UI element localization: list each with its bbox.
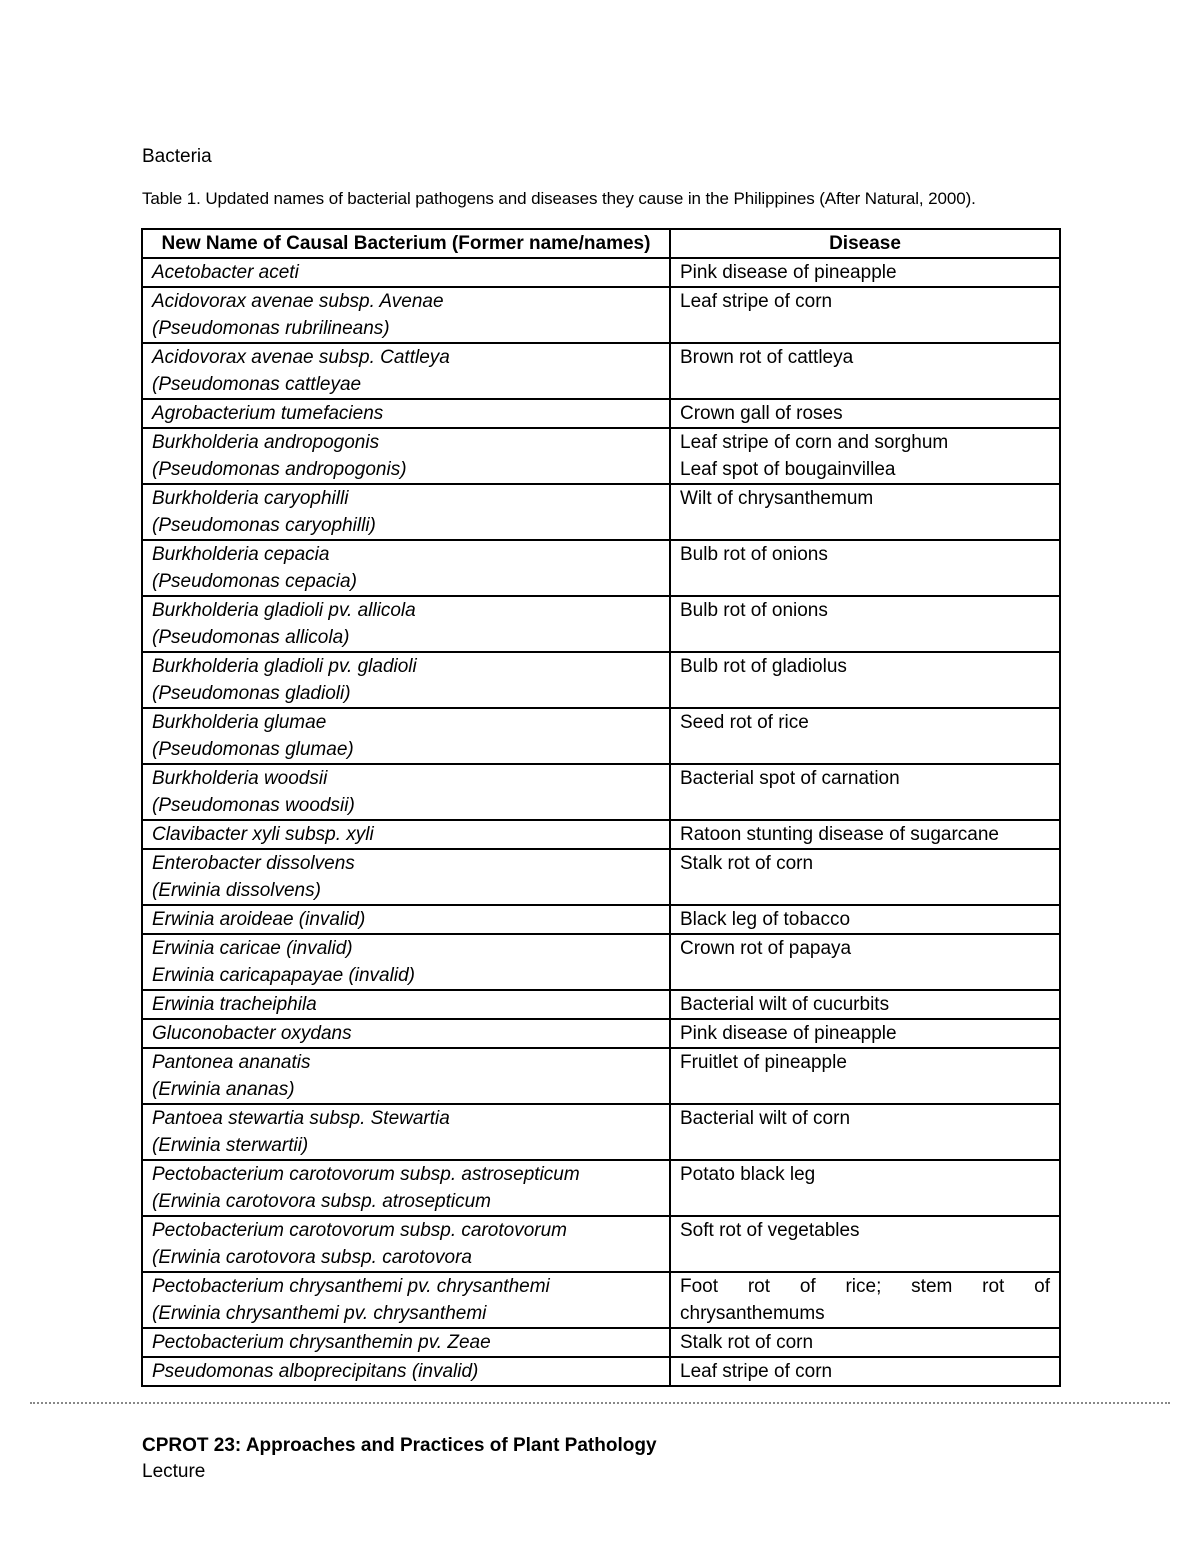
table-row xyxy=(142,1019,1060,1048)
organism-line: (Pseudomonas andropogonis) xyxy=(152,459,407,480)
organism-cell xyxy=(142,399,670,428)
disease-line: Bacterial wilt of cucurbits xyxy=(680,994,890,1015)
disease-line: Pink disease of pineapple xyxy=(680,1023,897,1044)
table-row xyxy=(142,905,1060,934)
organism-cell xyxy=(142,1104,670,1160)
table-row xyxy=(142,1357,1060,1386)
organism-line: (Erwinia sterwartii) xyxy=(152,1135,309,1156)
organism-line: Enterobacter dissolvens xyxy=(152,853,355,874)
footer-lecture-label: Lecture xyxy=(142,1461,206,1482)
disease-cell xyxy=(670,934,1060,990)
organism-line: Gluconobacter oxydans xyxy=(152,1023,352,1044)
organism-cell xyxy=(142,1048,670,1104)
disease-line: chrysanthemums xyxy=(680,1303,825,1324)
disease-cell xyxy=(670,849,1060,905)
disease-line: Fruitlet of pineapple xyxy=(680,1052,847,1073)
disease-cell xyxy=(670,596,1060,652)
organism-line: Burkholderia andropogonis xyxy=(152,432,380,453)
organism-cell xyxy=(142,484,670,540)
table-row xyxy=(142,540,1060,596)
table-caption: Table 1. Updated names of bacterial pathogens and diseases they cause in the Philippines (After Natural, 2000). xyxy=(142,189,976,208)
organism-cell xyxy=(142,343,670,399)
footer-course-title: CPROT 23: Approaches and Practices of Plant Pathology xyxy=(142,1435,657,1456)
organism-cell xyxy=(142,287,670,343)
organism-line: Erwinia tracheiphila xyxy=(152,994,317,1015)
organism-cell xyxy=(142,1019,670,1048)
organism-line: Burkholderia caryophilli xyxy=(152,488,349,509)
organism-cell xyxy=(142,1328,670,1357)
organism-line: Burkholderia woodsii xyxy=(152,768,328,789)
disease-line: Bulb rot of gladiolus xyxy=(680,656,847,677)
organism-cell xyxy=(142,540,670,596)
disease-line: Soft rot of vegetables xyxy=(680,1220,860,1241)
table-row xyxy=(142,1216,1060,1272)
organism-line: Erwinia caricapapayae (invalid) xyxy=(152,965,415,986)
table-row xyxy=(142,596,1060,652)
table-row xyxy=(142,343,1060,399)
header-organism: New Name of Causal Bacterium (Former name/names) xyxy=(142,229,670,258)
table-row xyxy=(142,1104,1060,1160)
organism-cell xyxy=(142,1272,670,1328)
organism-line: Agrobacterium tumefaciens xyxy=(152,403,384,424)
organism-line: Acidovorax avenae subsp. Cattleya xyxy=(152,347,450,368)
disease-cell xyxy=(670,905,1060,934)
disease-line: Potato black leg xyxy=(680,1164,816,1185)
table-row xyxy=(142,764,1060,820)
table-row xyxy=(142,934,1060,990)
organism-line: Erwinia aroideae (invalid) xyxy=(152,909,366,930)
disease-line: Leaf stripe of corn and sorghum xyxy=(680,432,949,453)
disease-line: Leaf spot of bougainvillea xyxy=(680,459,896,480)
organism-line: Pseudomonas alboprecipitans (invalid) xyxy=(152,1361,479,1382)
organism-cell xyxy=(142,934,670,990)
organism-cell xyxy=(142,1357,670,1386)
organism-line: (Pseudomonas cepacia) xyxy=(152,571,357,592)
disease-line: Pink disease of pineapple xyxy=(680,262,897,283)
table-row xyxy=(142,1328,1060,1357)
organism-line: Burkholderia gladioli pv. gladioli xyxy=(152,656,417,677)
disease-cell xyxy=(670,1048,1060,1104)
disease-line: Bacterial spot of carnation xyxy=(680,768,900,789)
organism-cell xyxy=(142,428,670,484)
table-row xyxy=(142,258,1060,287)
organism-line: (Pseudomonas allicola) xyxy=(152,627,350,648)
table-row xyxy=(142,1160,1060,1216)
organism-cell xyxy=(142,596,670,652)
disease-cell xyxy=(670,287,1060,343)
disease-line: Crown rot of papaya xyxy=(680,938,852,959)
table-row xyxy=(142,287,1060,343)
disease-line: Black leg of tobacco xyxy=(680,909,851,930)
organism-line: Burkholderia cepacia xyxy=(152,544,330,565)
table-row xyxy=(142,1048,1060,1104)
table-row xyxy=(142,849,1060,905)
disease-cell xyxy=(670,428,1060,484)
disease-line: Brown rot of cattleya xyxy=(680,347,854,368)
table-row xyxy=(142,399,1060,428)
organism-line: (Pseudomonas glumae) xyxy=(152,739,354,760)
disease-cell xyxy=(670,484,1060,540)
organism-cell xyxy=(142,1160,670,1216)
disease-line: Stalk rot of corn xyxy=(680,853,814,874)
organism-line: Pectobacterium carotovorum subsp. carotovorum xyxy=(152,1220,568,1241)
disease-cell xyxy=(670,1160,1060,1216)
organism-line: (Erwinia chrysanthemi pv. chrysanthemi xyxy=(152,1303,487,1324)
organism-line: Pantonea ananatis xyxy=(152,1052,311,1073)
disease-cell xyxy=(670,1104,1060,1160)
organism-line: Acidovorax avenae subsp. Avenae xyxy=(152,291,444,312)
disease-line: Stalk rot of corn xyxy=(680,1332,814,1353)
organism-line: Clavibacter xyli subsp. xyli xyxy=(152,824,374,845)
disease-line: Foot rot of rice; stem rot of xyxy=(680,1276,1050,1297)
organism-line: (Pseudomonas cattleyae xyxy=(152,374,362,395)
organism-cell xyxy=(142,820,670,849)
organism-cell xyxy=(142,990,670,1019)
organism-line: Pectobacterium chrysanthemi pv. chrysanthemi xyxy=(152,1276,550,1297)
organism-line: (Erwinia ananas) xyxy=(152,1079,295,1100)
disease-cell xyxy=(670,764,1060,820)
organism-line: (Erwinia carotovora subsp. carotovora xyxy=(152,1247,472,1268)
table-row xyxy=(142,484,1060,540)
organism-line: Acetobacter aceti xyxy=(152,262,299,283)
table-row xyxy=(142,708,1060,764)
bacteria-table xyxy=(141,228,1061,1387)
table-row xyxy=(142,428,1060,484)
disease-cell xyxy=(670,990,1060,1019)
disease-line: Leaf stripe of corn xyxy=(680,291,833,312)
organism-cell xyxy=(142,905,670,934)
table-row xyxy=(142,990,1060,1019)
disease-line: Bacterial wilt of corn xyxy=(680,1108,851,1129)
organism-line: Pectobacterium carotovorum subsp. astrosepticum xyxy=(152,1164,580,1185)
disease-line: Seed rot of rice xyxy=(680,712,809,733)
organism-line: (Pseudomonas caryophilli) xyxy=(152,515,376,536)
table-row xyxy=(142,1272,1060,1328)
disease-cell xyxy=(670,652,1060,708)
disease-cell xyxy=(670,1272,1060,1328)
disease-cell xyxy=(670,343,1060,399)
disease-line: Crown gall of roses xyxy=(680,403,843,424)
disease-line: Bulb rot of onions xyxy=(680,544,828,565)
disease-cell xyxy=(670,399,1060,428)
header-disease: Disease xyxy=(670,229,1060,258)
disease-cell xyxy=(670,820,1060,849)
organism-line: Pectobacterium chrysanthemin pv. Zeae xyxy=(152,1332,491,1353)
organism-cell xyxy=(142,652,670,708)
organism-line: (Erwinia carotovora subsp. atrosepticum xyxy=(152,1191,491,1212)
organism-line: Erwinia caricae (invalid) xyxy=(152,938,353,959)
disease-cell xyxy=(670,708,1060,764)
organism-line: Burkholderia glumae xyxy=(152,712,327,733)
disease-cell xyxy=(670,1357,1060,1386)
organism-cell xyxy=(142,1216,670,1272)
organism-cell xyxy=(142,708,670,764)
table-header-row xyxy=(142,229,1060,258)
organism-line: (Pseudomonas gladioli) xyxy=(152,683,351,704)
organism-cell xyxy=(142,258,670,287)
disease-line: Wilt of chrysanthemum xyxy=(680,488,874,509)
organism-line: (Erwinia dissolvens) xyxy=(152,880,321,901)
organism-line: Burkholderia gladioli pv. allicola xyxy=(152,600,416,621)
table-row xyxy=(142,652,1060,708)
organism-cell xyxy=(142,764,670,820)
page-separator xyxy=(30,1402,1170,1404)
table-row xyxy=(142,820,1060,849)
organism-line: (Pseudomonas rubrilineans) xyxy=(152,318,390,339)
section-heading: Bacteria xyxy=(142,146,212,167)
disease-cell xyxy=(670,1019,1060,1048)
disease-cell xyxy=(670,540,1060,596)
organism-line: Pantoea stewartia subsp. Stewartia xyxy=(152,1108,450,1129)
disease-cell xyxy=(670,1216,1060,1272)
disease-cell xyxy=(670,1328,1060,1357)
organism-cell xyxy=(142,849,670,905)
organism-line: (Pseudomonas woodsii) xyxy=(152,795,355,816)
disease-line: Bulb rot of onions xyxy=(680,600,828,621)
disease-line: Ratoon stunting disease of sugarcane xyxy=(680,824,999,845)
disease-cell xyxy=(670,258,1060,287)
disease-line: Leaf stripe of corn xyxy=(680,1361,833,1382)
